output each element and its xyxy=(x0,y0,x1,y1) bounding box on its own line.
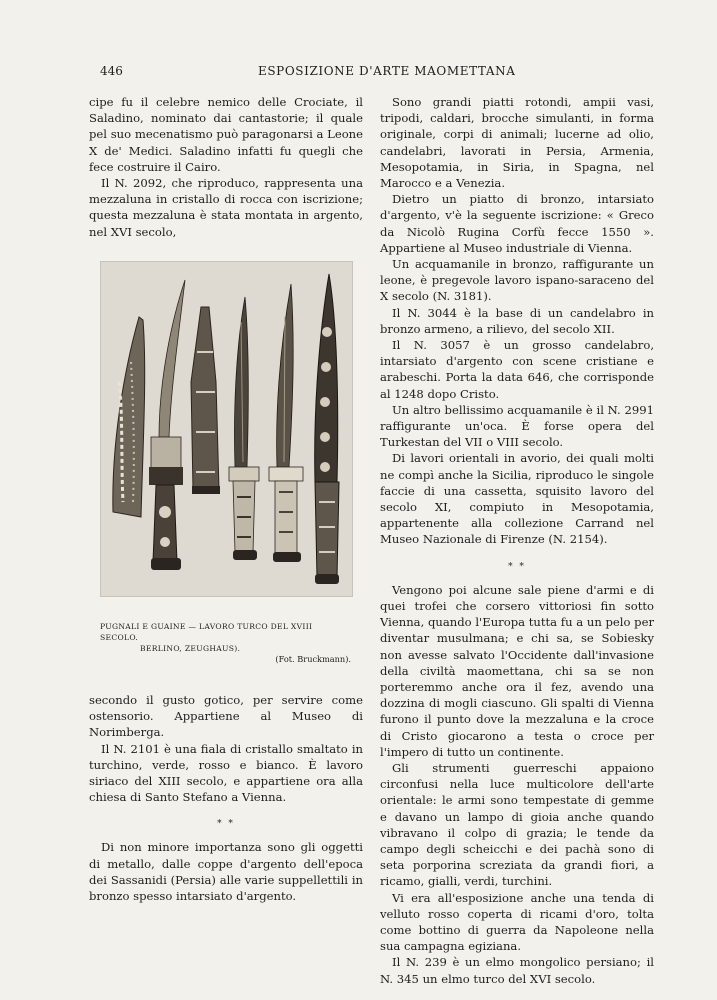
page-number: 446 xyxy=(100,64,123,78)
paragraph: Il N. 2101 è una fiala di cristallo smaltato in turchino, verde, rosso e bianco. È lavoro siriaco del XIII secolo, e appartiene ora alla chiesa di Santo Stefano a Vienna. xyxy=(89,741,363,805)
paragraph: Di non minore importanza sono gli oggetti di metallo, dalle coppe d'argento dell'epoca dei Sassanidi (Persia) alle varie suppellettili in bronzo spesso intarsiato d'argento. xyxy=(89,840,363,904)
paragraph: Gli strumenti guerreschi appaiono circonfusi nella luce multicolore dell'arte orientale: le armi sono tempestate di gemme e davano un lampo di gioia anche quando vibravano il colpo di grazia; le tende da campo degli scheicchi e dei pachà sono di seta porporina screziata da grandi fiori, a ricamo, gialli, verdi, turchini. xyxy=(380,760,654,889)
figure-caption xyxy=(100,621,351,665)
paragraph: Sono grandi piatti rotondi, ampii vasi, tripodi, caldari, brocche simulanti, in forma originale, corpi di animali; lucerne ad olio, candelabri, lavorati in Persia, Armenia, Mesopotamia, in Siria, in Spagna, nel Marocco e a Venezia. xyxy=(380,95,654,191)
paragraph: Il N. 3044 è la base di un candelabro in bronzo armeno, a rilievo, del secolo XII. xyxy=(380,305,654,336)
dagger-photograph xyxy=(100,261,353,597)
paragraph: Un altro bellissimo acquamanile è il N. 2991 raffigurante un'oca. È forse opera del Turkestan del VII o VIII secolo. xyxy=(380,402,654,450)
caption-location: BERLINO, ZEUGHAUS). xyxy=(140,644,241,653)
paragraph: secondo il gusto gotico, per servire come ostensorio. Appartiene al Museo di Norimberga. xyxy=(89,693,363,740)
paragraph: Dietro un piatto di bronzo, intarsiato d'argento, v'è la seguente iscrizione: « Greco da Nicolò Rugina Corfù fecce 1550 ». Appartiene al Museo industriale di Vienna. xyxy=(380,192,654,255)
paragraph: Il N. 3057 è un grosso candelabro, intarsiato d'argento con scene cristiane e arabeschi. Porta la data 646, che corrisponde al 1248 dopo Cristo. xyxy=(380,338,654,401)
paragraph: Il N. 2092, che riproduco, rappresenta una mezzaluna in cristallo di rocca con iscrizione; questa mezzaluna è stata montata in argento, nel XVI secolo, xyxy=(89,176,363,239)
running-title: ESPOSIZIONE D'ARTE MAOMETTANA xyxy=(258,64,516,78)
paragraph: Il N. 239 è un elmo mongolico persiano; il N. 345 un elmo turco del XVI secolo. xyxy=(380,955,654,986)
caption-title: PUGNALI E GUAINE — LAVORO TURCO DEL XVIII SECOLO. xyxy=(100,622,313,642)
left-column-bottom xyxy=(89,692,363,904)
paragraph: cipe fu il celebre nemico delle Crociate, il Saladino, nominato dai cantastorie; il quale pel suo mecenatismo può paragonarsi a Leone X de' Medici. Saladino infatti fu quegli che fece costruire il Cairo. xyxy=(89,95,363,174)
right-column xyxy=(380,94,654,987)
photo-credit: (Fot. Bruckmann). xyxy=(275,654,351,664)
left-column-top xyxy=(89,94,363,240)
paragraph: Vi era all'esposizione anche una tenda di velluto rosso coperta di ricami d'oro, tolta come bottino di guerra da Napoleone nella sua campagna egiziana. xyxy=(380,890,654,954)
paragraph: Di lavori orientali in avorio, dei quali molti ne compì anche la Sicilia, riproduco le singole faccie di una cassetta, squisito lavoro del secolo XI, compiuto in Mesopotamia, appartenente alla collezione Carrand nel Museo Nazionale di Firenze (N. 2154). xyxy=(380,451,654,547)
paragraph: Vengono poi alcune sale piene d'armi e di quei trofei che corsero vittoriosi fin sotto Vienna, quando l'Europa tutta fu a un pelo per diventar musulmana; e chi sa, se Sobiesky non avesse salvato l'Occidente dall'invasione della civiltà maomettana, chi sa se non porteremmo anche ora il fez, avendo una dozzina di mogli ciascuno. Gli spalti di Vienna furono il punto dove la mezzaluna e la croce di Cristo giocarono a testa o croce per l'impero di tutto un continente. xyxy=(380,582,654,759)
section-separator: * * xyxy=(508,561,526,572)
paragraph: Un acquamanile in bronzo, raffigurante un leone, è pregevole lavoro ispano-saraceno del X secolo (N. 3181). xyxy=(380,257,654,304)
section-separator: * * xyxy=(217,819,235,830)
page-header xyxy=(0,64,717,84)
